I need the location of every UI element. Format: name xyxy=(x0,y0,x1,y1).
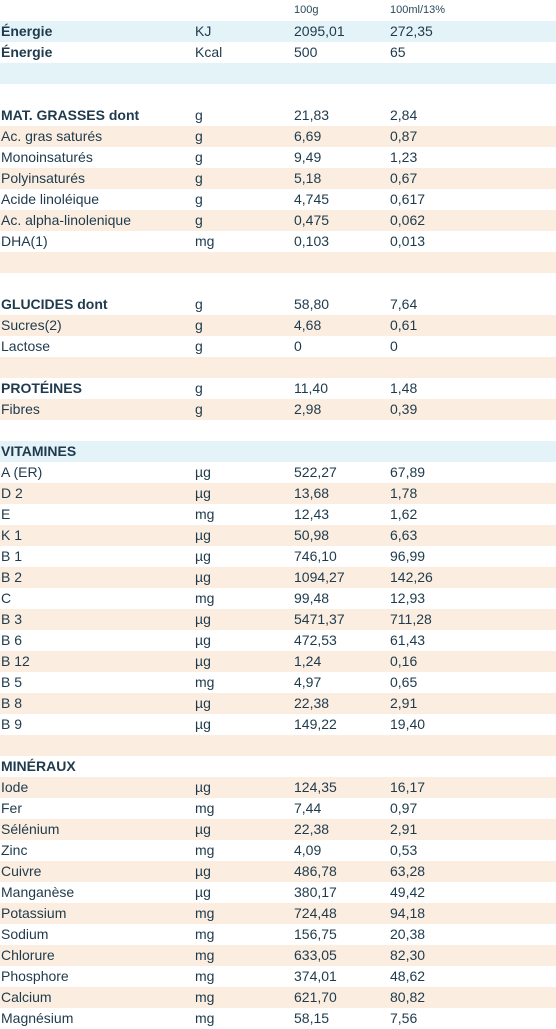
row-unit: µg xyxy=(195,884,211,900)
row-unit: mg xyxy=(195,905,215,921)
row-unit: mg xyxy=(195,590,215,606)
row-value-100ml: 0,65 xyxy=(390,674,418,690)
column-header-100g: 100g xyxy=(294,4,319,16)
table-row xyxy=(0,504,556,525)
row-unit: g xyxy=(195,107,203,123)
row-label: Iode xyxy=(1,779,29,795)
table-row xyxy=(0,210,556,231)
row-label: Sucres(2) xyxy=(1,317,62,333)
table-row xyxy=(0,672,556,693)
table-row xyxy=(0,525,556,546)
row-value-100ml: 49,42 xyxy=(390,884,426,900)
table-row xyxy=(0,378,556,399)
row-value-100ml: 2,84 xyxy=(390,107,418,123)
row-unit: µg xyxy=(195,863,211,879)
row-value-100ml: 2,91 xyxy=(390,695,418,711)
row-value-100ml: 12,93 xyxy=(390,590,426,606)
row-value-100g: 58,15 xyxy=(294,1010,330,1026)
row-value-100g: 156,75 xyxy=(294,926,337,942)
row-value-100g: 2,98 xyxy=(294,401,322,417)
table-row xyxy=(0,63,556,84)
row-unit: mg xyxy=(195,506,215,522)
table-row xyxy=(0,105,556,126)
table-row xyxy=(0,756,556,777)
row-value-100ml: 80,82 xyxy=(390,989,426,1005)
row-value-100ml: 63,28 xyxy=(390,863,426,879)
row-value-100g: 22,38 xyxy=(294,821,330,837)
row-value-100g: 99,48 xyxy=(294,590,330,606)
row-value-100ml: 20,38 xyxy=(390,926,426,942)
row-label: Calcium xyxy=(1,989,52,1005)
row-value-100g: 50,98 xyxy=(294,527,330,543)
row-label: B 3 xyxy=(1,611,23,627)
row-unit: µg xyxy=(195,611,211,627)
row-label: Cuivre xyxy=(1,863,42,879)
table-row xyxy=(0,735,556,756)
row-value-100g: 11,40 xyxy=(294,380,328,396)
row-label: Potassium xyxy=(1,905,67,921)
row-unit: mg xyxy=(195,926,215,942)
row-value-100ml: 142,26 xyxy=(390,569,433,585)
row-value-100g: 58,80 xyxy=(294,296,330,312)
row-unit: µg xyxy=(195,695,211,711)
row-label: Énergie xyxy=(1,44,53,60)
row-label: MAT. GRASSES dont xyxy=(1,107,140,123)
table-row xyxy=(0,861,556,882)
row-value-100ml: 0,67 xyxy=(390,170,418,186)
row-value-100g: 4,09 xyxy=(294,842,322,858)
row-label: Sélénium xyxy=(1,821,60,837)
row-label: B 8 xyxy=(1,695,23,711)
row-unit: µg xyxy=(195,779,211,795)
row-value-100g: 472,53 xyxy=(294,632,337,648)
row-value-100ml: 0,39 xyxy=(390,401,418,417)
row-label: C xyxy=(1,590,12,606)
row-unit: g xyxy=(195,380,203,396)
table-row xyxy=(0,315,556,336)
row-unit: mg xyxy=(195,674,215,690)
table-row xyxy=(0,840,556,861)
table-row xyxy=(0,126,556,147)
row-value-100g: 486,78 xyxy=(294,863,337,879)
table-row xyxy=(0,945,556,966)
row-unit: g xyxy=(195,149,203,165)
row-value-100ml: 1,62 xyxy=(390,506,418,522)
row-value-100ml: 7,64 xyxy=(390,296,418,312)
table-row xyxy=(0,189,556,210)
row-value-100ml: 1,23 xyxy=(390,149,418,165)
table-row xyxy=(0,630,556,651)
row-value-100g: 21,83 xyxy=(294,107,330,123)
table-row xyxy=(0,798,556,819)
row-label: MINÉRAUX xyxy=(1,758,76,774)
table-row xyxy=(0,420,556,441)
row-label: GLUCIDES dont xyxy=(1,296,108,312)
row-value-100g: 1,24 xyxy=(294,653,322,669)
table-row xyxy=(0,21,556,42)
row-value-100g: 0,475 xyxy=(294,212,330,228)
row-label: Lactose xyxy=(1,338,51,354)
row-value-100ml: 1,48 xyxy=(390,380,418,396)
table-row xyxy=(0,777,556,798)
row-value-100ml: 711,28 xyxy=(390,611,432,627)
row-value-100g: 5471,37 xyxy=(294,611,345,627)
table-row xyxy=(0,462,556,483)
row-label: Fibres xyxy=(1,401,40,417)
row-label: B 2 xyxy=(1,569,23,585)
row-value-100ml: 65 xyxy=(390,44,406,60)
row-value-100g: 22,38 xyxy=(294,695,330,711)
row-value-100ml: 16,17 xyxy=(390,779,426,795)
row-value-100g: 124,35 xyxy=(294,779,337,795)
row-unit: mg xyxy=(195,233,215,249)
row-unit: mg xyxy=(195,947,215,963)
row-value-100ml: 0,61 xyxy=(390,317,418,333)
row-label: Ac. gras saturés xyxy=(1,128,103,144)
row-unit: µg xyxy=(195,527,211,543)
row-unit: mg xyxy=(195,989,215,1005)
table-row xyxy=(0,1008,556,1029)
table-row xyxy=(0,987,556,1008)
row-label: B 1 xyxy=(1,548,23,564)
row-value-100g: 374,01 xyxy=(294,968,337,984)
row-label: Phosphore xyxy=(1,968,69,984)
row-value-100g: 746,10 xyxy=(294,548,337,564)
row-value-100g: 13,68 xyxy=(294,485,330,501)
row-unit: g xyxy=(195,296,203,312)
row-unit: µg xyxy=(195,548,211,564)
row-label: Polyinsaturés xyxy=(1,170,86,186)
row-label: Zinc xyxy=(1,842,28,858)
row-unit: g xyxy=(195,212,203,228)
row-unit: g xyxy=(195,338,203,354)
row-value-100g: 2095,01 xyxy=(294,23,345,39)
row-value-100ml: 0,013 xyxy=(390,233,426,249)
row-unit: g xyxy=(195,170,203,186)
row-unit: µg xyxy=(195,716,211,732)
row-value-100ml: 61,43 xyxy=(390,632,426,648)
row-value-100g: 5,18 xyxy=(294,170,322,186)
row-label: B 12 xyxy=(1,653,30,669)
row-value-100ml: 94,18 xyxy=(390,905,426,921)
table-row xyxy=(0,609,556,630)
table-header xyxy=(0,0,556,21)
table-row xyxy=(0,693,556,714)
row-unit: µg xyxy=(195,653,211,669)
row-value-100g: 724,48 xyxy=(294,905,337,921)
row-unit: mg xyxy=(195,968,215,984)
row-label: Ac. alpha-linolenique xyxy=(1,212,131,228)
row-unit: µg xyxy=(195,632,211,648)
row-value-100g: 621,70 xyxy=(294,989,337,1005)
row-value-100ml: 2,91 xyxy=(390,821,418,837)
row-label: Sodium xyxy=(1,926,49,942)
row-label: Acide linoléique xyxy=(1,191,100,207)
row-unit: KJ xyxy=(195,23,212,39)
row-value-100ml: 0,53 xyxy=(390,842,418,858)
table-row xyxy=(0,273,556,294)
row-value-100ml: 96,99 xyxy=(390,548,426,564)
row-label: K 1 xyxy=(1,527,23,543)
row-value-100g: 4,68 xyxy=(294,317,322,333)
row-unit: g xyxy=(195,401,203,417)
table-row xyxy=(0,903,556,924)
row-value-100ml: 0,617 xyxy=(390,191,426,207)
row-value-100ml: 0 xyxy=(390,338,398,354)
row-label: Magnésium xyxy=(1,1010,74,1026)
row-unit: µg xyxy=(195,485,211,501)
row-unit: g xyxy=(195,191,203,207)
row-value-100g: 12,43 xyxy=(294,506,330,522)
row-value-100ml: 0,062 xyxy=(390,212,426,228)
row-label: Chlorure xyxy=(1,947,55,963)
row-value-100g: 0 xyxy=(294,338,302,354)
row-value-100ml: 48,62 xyxy=(390,968,426,984)
table-row xyxy=(0,483,556,504)
row-label: Manganèse xyxy=(1,884,75,900)
table-row xyxy=(0,819,556,840)
row-value-100g: 500 xyxy=(294,44,318,60)
row-value-100g: 9,49 xyxy=(294,149,322,165)
table-row xyxy=(0,294,556,315)
row-value-100g: 149,22 xyxy=(294,716,337,732)
row-label: D 2 xyxy=(1,485,23,501)
row-unit: µg xyxy=(195,464,211,480)
table-row xyxy=(0,42,556,63)
row-unit: µg xyxy=(195,569,211,585)
table-row xyxy=(0,966,556,987)
table-row xyxy=(0,252,556,273)
row-label: Fer xyxy=(1,800,22,816)
row-value-100ml: 82,30 xyxy=(390,947,426,963)
table-row xyxy=(0,567,556,588)
row-label: Monoinsaturés xyxy=(1,149,93,165)
row-value-100ml: 0,97 xyxy=(390,800,418,816)
row-label: A (ER) xyxy=(1,464,43,480)
row-value-100ml: 7,56 xyxy=(390,1010,418,1026)
row-value-100g: 4,745 xyxy=(294,191,330,207)
row-value-100ml: 6,63 xyxy=(390,527,418,543)
row-label: E xyxy=(1,506,11,522)
row-label: B 6 xyxy=(1,632,23,648)
row-unit: mg xyxy=(195,842,215,858)
row-label: PROTÉINES xyxy=(1,380,82,396)
table-row xyxy=(0,84,556,105)
table-row xyxy=(0,231,556,252)
row-unit: µg xyxy=(195,821,211,837)
row-value-100ml: 0,87 xyxy=(390,128,418,144)
table-row xyxy=(0,336,556,357)
row-unit: g xyxy=(195,317,203,333)
table-row xyxy=(0,588,556,609)
row-label: B 5 xyxy=(1,674,23,690)
row-value-100g: 380,17 xyxy=(294,884,337,900)
row-label: Énergie xyxy=(1,23,53,39)
row-value-100ml: 19,40 xyxy=(390,716,426,732)
row-label: DHA(1) xyxy=(1,233,48,249)
row-value-100g: 4,97 xyxy=(294,674,322,690)
row-value-100g: 522,27 xyxy=(294,464,337,480)
row-label: B 9 xyxy=(1,716,23,732)
row-value-100ml: 272,35 xyxy=(390,23,433,39)
table-row xyxy=(0,441,556,462)
column-header-100ml: 100ml/13% xyxy=(390,4,446,16)
row-value-100ml: 0,16 xyxy=(390,653,418,669)
row-value-100g: 633,05 xyxy=(294,947,337,963)
table-row xyxy=(0,357,556,378)
row-label: VITAMINES xyxy=(1,443,77,459)
table-row xyxy=(0,168,556,189)
table-row xyxy=(0,399,556,420)
row-unit: mg xyxy=(195,1010,215,1026)
row-value-100g: 6,69 xyxy=(294,128,322,144)
table-row xyxy=(0,651,556,672)
table-row xyxy=(0,714,556,735)
row-unit: Kcal xyxy=(195,44,223,60)
table-row xyxy=(0,546,556,567)
row-value-100g: 1094,27 xyxy=(294,569,345,585)
row-value-100ml: 1,78 xyxy=(390,485,418,501)
row-unit: g xyxy=(195,128,203,144)
row-value-100g: 0,103 xyxy=(294,233,330,249)
row-unit: mg xyxy=(195,800,215,816)
table-body xyxy=(0,21,556,1029)
table-row xyxy=(0,882,556,903)
row-value-100ml: 67,89 xyxy=(390,464,426,480)
table-row xyxy=(0,147,556,168)
row-value-100g: 7,44 xyxy=(294,800,322,816)
table-row xyxy=(0,924,556,945)
